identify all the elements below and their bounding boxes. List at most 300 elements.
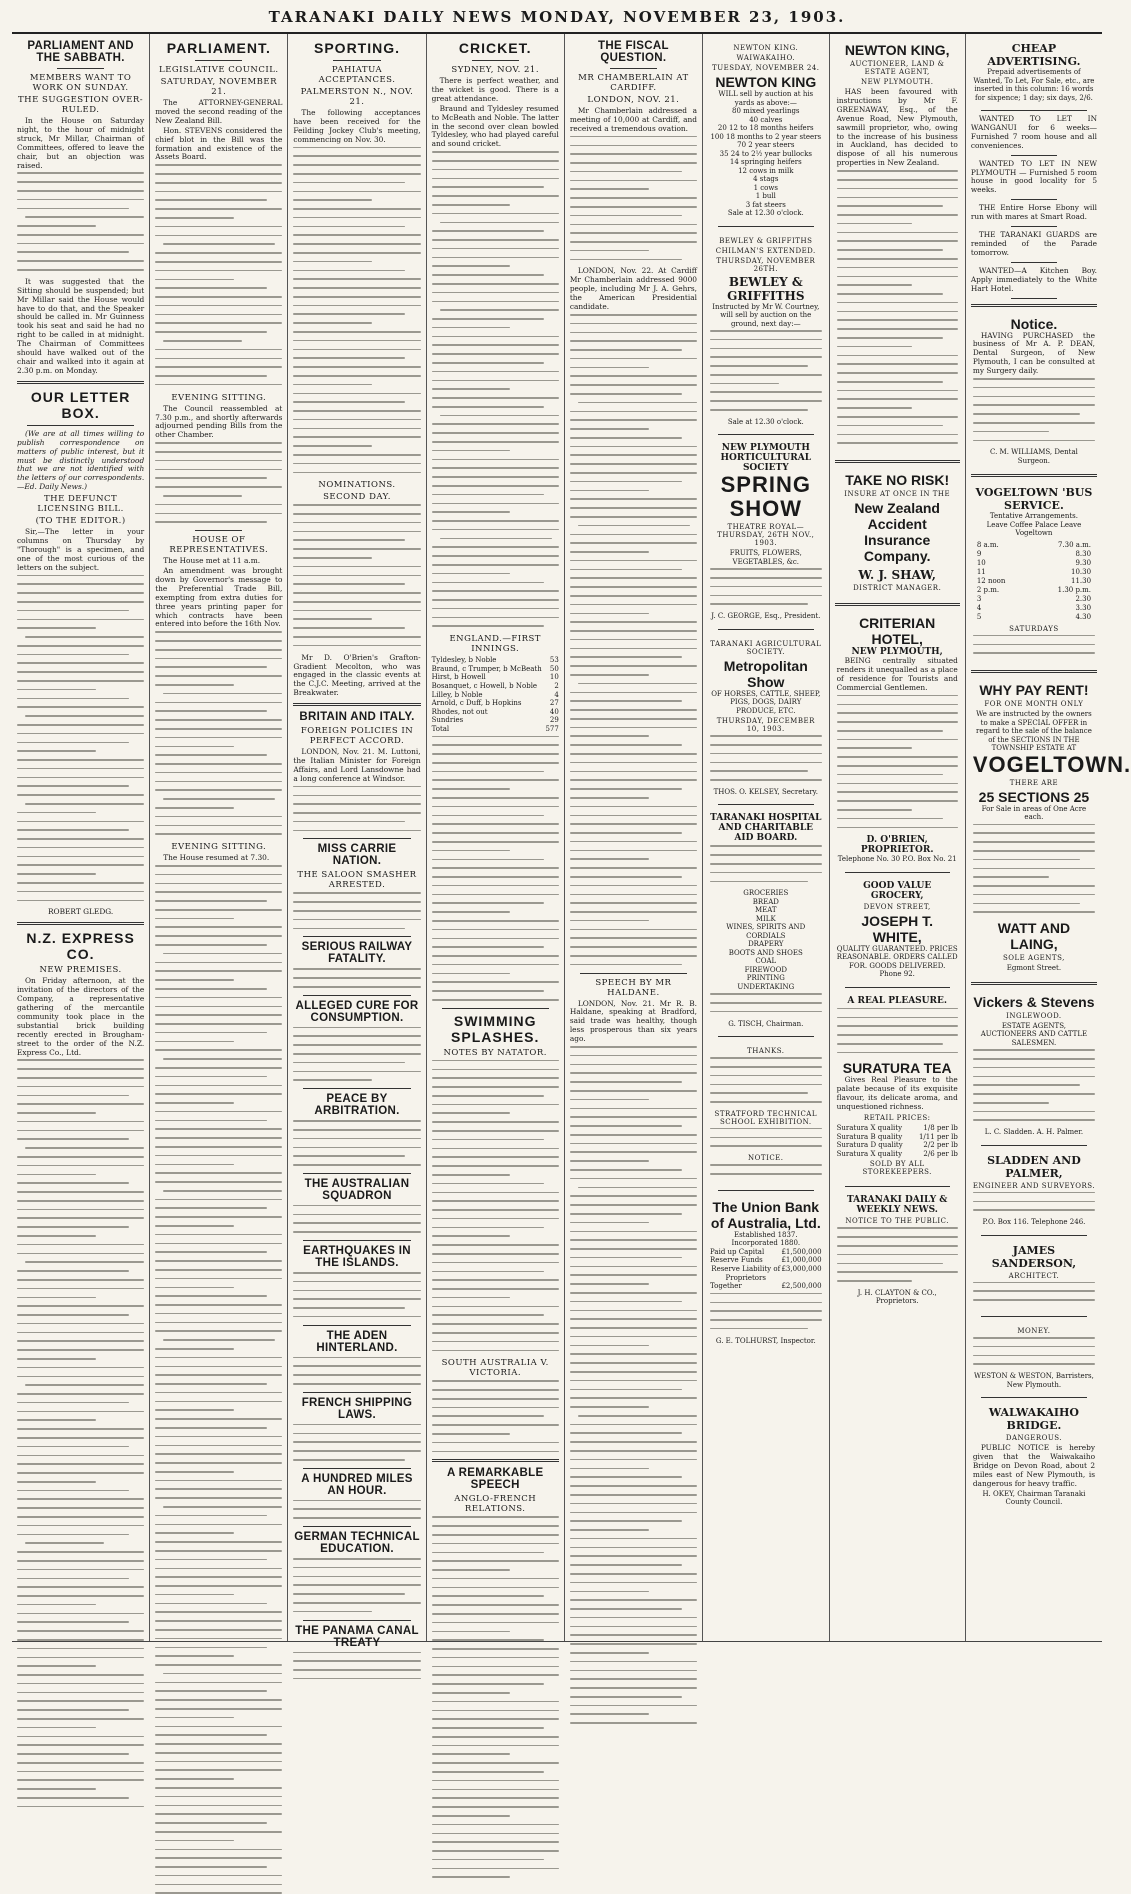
divider — [195, 530, 242, 531]
time-row — [977, 568, 1091, 577]
article-body — [293, 1027, 420, 1081]
article-body — [17, 575, 144, 902]
ad-body — [837, 1227, 958, 1281]
article-body — [293, 1120, 420, 1166]
subhead: MR CHAMBERLAIN AT CARDIFF. — [578, 73, 689, 93]
time-row — [977, 604, 1091, 613]
time-row-value: 1.30 p.m. — [1057, 585, 1092, 594]
article-body — [293, 892, 420, 929]
divider — [27, 425, 134, 426]
ad-criterian-hotel: CRITERIAN HOTEL, NEW PLYMOUTH, BEING centrally situated renders it unequalled as a place of residence for Tourists and Commercial Gentlemen. D. O'BRIEN, PROPRIETOR. Telephone No. 30 P.O. Box No. 21 — [836, 615, 958, 864]
ad-body — [973, 1049, 1095, 1121]
article-text: The House met at 11 a.m. — [163, 556, 261, 566]
tender-item: BREAD — [752, 897, 779, 906]
divider — [17, 381, 144, 384]
masthead-title: TARANAKI DAILY NEWS MONDAY, NOVEMBER 23, 1903. — [268, 8, 846, 26]
score-row — [432, 725, 559, 734]
bus-timetable — [977, 541, 1091, 622]
ad-hospital-board: TARANAKI HOSPITAL AND CHARITABLE AID BOARD. GROCERIES BREAD MEAT MILK WINES, SPIRITS AND CORDIALS DRAPERY BOOTS AND SHOES COAL FIREWOOD PRINTING UNDERTAKING G. TISCH, Chairman. — [710, 813, 822, 1028]
ad-body — [973, 635, 1095, 654]
ad-bus-service: VOGELTOWN 'BUS SERVICE. Tentative Arrangements. Leave Coffee Palace Leave Vogeltown 8 a.m. 7.30 a.m. 9 8.30 10 9.30 11 10.30 12 noon 11.30 2 p.m. 1.30 p.m. 3 2.30 4 3.30 5 4.30 SATURDAYS — [971, 482, 1097, 665]
article-text: LONDON, Nov. 22. At Cardiff Mr Chamberlain addressed 9000 people, including Mr J. A. Gehrs, the American Presidential candidate. — [569, 266, 698, 312]
stock-item: 1 bull — [755, 192, 776, 200]
score-row-value: 53 — [549, 656, 559, 665]
article-body — [293, 968, 420, 987]
column-3 — [288, 34, 426, 1649]
subhead: EVENING SITTING. — [171, 392, 267, 403]
divider — [845, 1186, 950, 1187]
score-row — [432, 665, 559, 674]
ad-body — [837, 1008, 958, 1054]
article-text: Braund and Tyldesley resumed to McBeath and Noble. The latter in the second over clean bowled Tyldesley, who had played careful and sound cricket. — [431, 103, 559, 149]
ad-body — [837, 695, 958, 828]
headline-parliament-sabbath: PARLIAMENT AND THE SABBATH. — [27, 40, 134, 64]
article-body — [155, 865, 282, 1894]
bank-row — [710, 1248, 822, 1257]
score-row-label: Tyldesley, b Noble — [431, 656, 497, 665]
divider — [303, 1526, 410, 1527]
tender-item: PRINTING — [746, 974, 785, 983]
score-row-label: Total — [431, 724, 450, 733]
subhead: ANGLO-FRENCH RELATIONS. — [454, 1494, 537, 1515]
score-row-label: Hirst, b Howell — [431, 673, 486, 682]
scorecard — [432, 656, 559, 733]
stock-item: 14 springing heifers — [729, 158, 802, 166]
divider — [718, 804, 814, 805]
column-4 — [427, 34, 565, 1641]
ad-body — [973, 1192, 1095, 1211]
time-row — [977, 586, 1091, 595]
divider — [442, 1008, 549, 1009]
article-text: There is perfect weather, and the wicket is good. There is a great attendance. — [431, 76, 559, 103]
score-row — [432, 708, 559, 717]
ad-body — [710, 845, 822, 882]
price-row-value: 2/2 per lb — [923, 1141, 958, 1150]
tender-item: MILK — [755, 914, 776, 923]
tender-list — [710, 889, 822, 991]
time-row-label: 11 — [976, 567, 986, 576]
divider — [303, 838, 410, 839]
column-8 — [966, 34, 1131, 1641]
time-row-label: 12 noon — [976, 576, 1006, 585]
ad-body — [710, 1057, 822, 1103]
score-row-value: 27 — [549, 699, 559, 708]
stock-item: 70 2 year steers — [737, 141, 795, 149]
classified-ad: WANTED TO LET IN WANGANUI for 6 weeks—Furnished 7 room house and all conveniences. — [970, 114, 1098, 150]
article-text: On Friday afternoon, at the invitation of the directors of the Company, a representative gathering of the mercantile community took place in the substantial brick building recently erected in Brougham-street to the order of the N.Z. Express Co., Ltd. — [17, 976, 145, 1057]
divider — [333, 60, 380, 61]
divider — [718, 1036, 814, 1037]
subhead: SATURDAY, NOVEMBER 21. — [160, 77, 278, 97]
tender-item: GROCERIES — [743, 889, 789, 898]
column-5 — [565, 34, 703, 1641]
divider — [981, 1145, 1087, 1146]
article-body — [293, 786, 420, 832]
subhead: SYDNEY, NOV. 21. — [451, 65, 540, 75]
headline-parliament: PARLIAMENT. — [166, 40, 271, 56]
article-body — [293, 1558, 420, 1612]
tender-item: BOOTS AND SHOES — [728, 948, 803, 957]
column-6 — [703, 34, 830, 1641]
article-text: Mr Chamberlain addressed a meeting of 10,000 at Cardiff, and received a tremendous ovation. — [569, 106, 698, 133]
ad-body — [710, 1128, 822, 1147]
ad-daily-weekly-news: TARANAKI DAILY & WEEKLY NEWS. NOTICE TO THE PUBLIC. J. H. CLAYTON & CO., Proprietors. — [835, 1191, 960, 1309]
tender-item: DRAPERY — [748, 940, 784, 949]
headline-cricket: CRICKET. — [458, 40, 532, 56]
subhead: HOUSE OF REPRESENTATIVES. — [169, 535, 269, 556]
divider — [718, 1190, 814, 1191]
time-row-value: 2.30 — [1075, 594, 1092, 603]
divider — [718, 629, 814, 630]
article-text: Mr D. O'Brien's Grafton-Gradient Mecolton, who was engaged in the classic events at the C.J.C. Meeting, arrived at the Breakwater. — [293, 652, 421, 698]
masthead — [12, 8, 1102, 34]
time-row — [977, 613, 1091, 622]
subhead: THE SALOON SMASHER ARRESTED. — [297, 870, 417, 891]
ad-body — [710, 330, 822, 411]
score-row — [432, 673, 559, 682]
article-body — [432, 1060, 559, 1351]
ad-cheap-advertising: CHEAP ADVERTISING. Prepaid advertisements of Wanted, To Let, For Sale, etc., are inserted in this column: 16 words for sixpence; 1 day; six days, 2/6. — [973, 42, 1095, 102]
subhead: THE DEFUNCT LICENSING BILL. — [37, 494, 124, 515]
subhead: THE SUGGESTION OVER-RULED. — [18, 95, 144, 115]
headline-britain-italy: BRITAIN AND ITALY. — [299, 711, 415, 724]
score-row — [432, 716, 559, 725]
divider — [610, 68, 657, 69]
article-body — [293, 1205, 420, 1233]
tea-price-list — [837, 1124, 958, 1158]
bank-row-value: £1,000,000 — [781, 1256, 822, 1265]
divider — [1011, 155, 1057, 156]
tender-item: WINES, SPIRITS AND CORDIALS — [726, 923, 806, 940]
signature: ROBERT GLEDG. — [47, 907, 114, 917]
tender-item: FIREWOOD — [744, 965, 787, 974]
ad-suratura-tea: A REAL PLEASURE. SURATURA TEA Gives Real Pleasure to the palate because of its exquisite flavour, its delicate aroma, and unquestioned richness. RETAIL PRICES: Suratura X quality 1/8 per lb Suratura B quality 1/11 per lb Suratura D quality 2/2 per lb Suratura X quality 2/6 per lb SOLD BY ALL STOREKEEPERS. — [836, 995, 958, 1177]
divider — [845, 987, 950, 988]
bank-row-label: Paid up Capital — [710, 1247, 765, 1256]
stock-item: 4 stags — [753, 175, 779, 183]
stock-list — [710, 107, 822, 209]
article-text: It was suggested that the Sitting should be suspended; but Mr Millar said the House would have to do that, and the Speaker should be called in. Mr Guinness took his seat and said he had no right to be called in at midnight. The Chairman of Committees should have walked out of the chair and walked into it again at 2.30 p.m. on Monday. — [17, 276, 145, 375]
article-body — [293, 1357, 420, 1385]
subhead: FOREIGN POLICIES IN PERFECT ACCORD. — [300, 726, 414, 747]
time-row-label: 5 — [976, 612, 982, 621]
article-body — [17, 1059, 144, 1807]
time-row-value: 11.30 — [1070, 576, 1092, 585]
score-row — [432, 691, 559, 700]
column-2 — [150, 34, 288, 1641]
divider — [971, 982, 1097, 985]
price-row-label: Suratura D quality — [836, 1141, 903, 1150]
divider — [303, 1392, 410, 1393]
ad-bewley-griffiths: BEWLEY & GRIFFITHS CHILMAN'S EXTENDED. THURSDAY, NOVEMBER 26TH. BEWLEY & GRIFFITHS Instructed by Mr W. Courtney, will sell by auction on the ground, next day:— Sale at 12.30 o'clock. — [708, 231, 824, 431]
time-row-label: 9 — [976, 549, 982, 558]
headline-sporting: SPORTING. — [314, 40, 401, 56]
headline-fiscal-question: THE FISCAL QUESTION. — [598, 40, 669, 64]
ad-body — [973, 1337, 1095, 1365]
time-row — [977, 541, 1091, 550]
headline-french-shipping: FRENCH SHIPPING LAWS. — [301, 1396, 413, 1421]
score-row-label: Arnold, c Duff, b Hopkins — [431, 699, 522, 708]
ad-body — [973, 378, 1095, 441]
article-body — [293, 504, 420, 646]
bank-row-label: Reserve Funds — [710, 1256, 763, 1265]
headline-panama: THE PANAMA CANAL TREATY — [295, 1624, 419, 1649]
headline-german-education: GERMAN TECHNICAL EDUCATION. — [294, 1531, 420, 1556]
score-row-label: Braund, c Trumper, b McBeath — [431, 664, 542, 673]
headline-swimming: SWIMMING SPLASHES. — [451, 1012, 540, 1045]
ad-accident-insurance: TAKE NO RISK! INSURE AT ONCE IN THE New Zealand Accident Insurance Company. W. J. SHAW, DISTRICT MANAGER. — [844, 472, 951, 593]
ad-newton-king-sale: NEWTON KING. WAIWAKAIHO. TUESDAY, NOVEMBER 24. NEWTON KING WILL sell by auction at his yards as above:— 80 mixed yearlings 40 calves 20 12 to 18 months heifers 100 18 months to 2 year steers 70 2 year steers 35 24 to 2½ year bullocks 14 springing heifers 12 cows in milk 4 stags 1 cows 1 bull 3 fat steers Sale at 12.30 o'clock. — [710, 44, 822, 217]
headline-letter-box: OUR LETTER BOX. — [30, 388, 131, 421]
subhead: PAHIATUA ACCEPTANCES. — [318, 65, 396, 85]
divider — [293, 703, 420, 706]
time-row-label: 2 p.m. — [976, 585, 1000, 594]
article-body — [293, 1424, 420, 1461]
headline-earthquakes: EARTHQUAKES IN THE ISLANDS. — [303, 1244, 411, 1269]
divider — [835, 603, 960, 606]
time-row-label: 4 — [976, 603, 982, 612]
classified-ad: WANTED TO LET IN NEW PLYMOUTH — Furnished 5 room house in good locality for 5 weeks. — [970, 158, 1098, 195]
classified-ad: THE TARANAKI GUARDS are reminded of the Parade tomorrow. — [970, 230, 1098, 257]
divider — [845, 872, 950, 873]
bank-row-label: Together — [710, 1282, 742, 1291]
ad-body — [710, 1293, 822, 1330]
ad-union-bank: The Union Bank of Australia, Ltd. Established 1837. Incorporated 1880. Paid up Capital £1,500,000 Reserve Funds £1,000,000 Reserve Liability of Proprietors £3,000,000 Together £2,500,000 G. E. TOLHURST, Inspector. — [710, 1198, 822, 1345]
time-row — [977, 559, 1091, 568]
bank-row-label: Reserve Liability of Proprietors — [711, 1264, 781, 1282]
ad-thanks: THANKS. STRATFORD TECHNICAL SCHOOL EXHIBITION. NOTICE. — [708, 1041, 824, 1186]
score-row-value: 2 — [554, 682, 559, 690]
divider — [1011, 298, 1057, 299]
stock-item: 80 mixed yearlings — [732, 107, 800, 115]
headline-consumption: ALLEGED CURE FOR CONSUMPTION. — [295, 999, 419, 1024]
time-row-value: 8.30 — [1075, 549, 1092, 558]
classified-ad: WANTED—A Kitchen Boy. Apply immediately to the White Hart Hotel. — [970, 265, 1098, 293]
article-body — [432, 1516, 559, 1878]
article-text: The House resumed at 7.30. — [163, 853, 270, 863]
subhead: LONDON, NOV. 21. — [587, 95, 680, 105]
article-body — [570, 1046, 697, 1724]
ad-body — [837, 170, 958, 444]
article-body — [570, 314, 697, 965]
divider — [1011, 199, 1057, 200]
ad-spring-show: NEW PLYMOUTH HORTICULTURAL SOCIETY SPRING SHOW THEATRE ROYAL—THURSDAY, 26TH NOV., 1903. FRUITS, FLOWERS, VEGETABLES, &c. J. C. GEORGE, Esq., President. — [711, 443, 821, 621]
divider — [57, 68, 104, 69]
headline-squadron: THE AUSTRALIAN SQUADRON — [304, 1177, 410, 1202]
divider — [971, 474, 1097, 477]
ad-body — [973, 824, 1095, 913]
divider — [580, 973, 687, 974]
subhead: NEW PREMISES. — [39, 965, 122, 976]
headline-hundred-miles: A HUNDRED MILES AN HOUR. — [301, 1472, 413, 1497]
article-text: The following acceptances have been received for the Feilding Jockey Club's meeting, commencing on Nov. 30. — [293, 108, 421, 144]
subhead: MEMBERS WANT TO WORK ON SUNDAY. — [29, 73, 132, 93]
divider — [981, 1235, 1087, 1236]
subhead: ENGLAND.—FIRST INNINGS. — [449, 634, 541, 655]
subhead: (TO THE EDITOR.) — [35, 516, 126, 527]
divider — [1011, 262, 1057, 263]
ad-newton-king-agent: NEWTON KING, AUCTIONEER, LAND & ESTATE AGENT, NEW PLYMOUTH. HAS been favoured with instructions by Mr F. GREENAWAY, Esq., of the Avenue Road, New Plymouth, sawmill proprietor, who, owing to the increase of his business in Auckland, has decided to dispose of all his numerous properties in New Zealand. — [835, 38, 960, 455]
price-row — [837, 1133, 958, 1142]
subhead: NOMINATIONS. — [318, 480, 396, 491]
classified-ad: THE Entire Horse Ebony will run with mares at Smart Road. — [970, 203, 1098, 222]
divider — [981, 1397, 1087, 1398]
score-row-value: 40 — [549, 707, 559, 716]
price-row — [837, 1124, 958, 1133]
ad-dental-notice: Notice. HAVING PURCHASED the business of Mr A. P. DEAN, Dental Surgeon, of New Plymouth, I can be consulted at my Surgery daily. C. M. WILLIAMS, Dental Surgeon. — [972, 315, 1096, 465]
price-row-label: Suratura X quality — [836, 1124, 903, 1133]
divider — [303, 936, 410, 937]
article-body — [432, 736, 559, 1001]
headline-aden: THE ADEN HINTERLAND. — [316, 1329, 398, 1354]
divider — [17, 922, 144, 925]
divider — [981, 110, 1087, 111]
subhead: LEGISLATIVE COUNCIL. — [159, 65, 279, 75]
score-row-value: 50 — [549, 664, 559, 673]
article-body — [155, 164, 282, 385]
ad-sladden-palmer: SLADDEN AND PALMER, ENGINEER AND SURVEYORS. P.O. Box 116. Telephone 246. — [972, 1153, 1096, 1227]
divider — [303, 1468, 410, 1469]
article-text: The Council reassembled at 7.30 p.m., and shortly afterwards adjourned pending Bills from the other Chamber. — [155, 403, 283, 440]
headline-express: N.Z. EXPRESS CO. — [26, 930, 135, 963]
article-text: Hon. STEVENS considered the chief blot in the Bill was the formation and existence of the Assets Board. — [155, 125, 283, 162]
tender-item: MEAT — [754, 906, 777, 915]
bank-capital-table — [710, 1248, 822, 1291]
editor-note: (We are at all times willing to publish correspondence on matters of public interest, but it must be distinctly understood that we are not identified with the letters of our correspondents.—Ed. Daily News.) — [17, 428, 145, 492]
ad-james-sanderson: JAMES SANDERSON, ARCHITECT. — [971, 1240, 1097, 1312]
article-text: LONDON, Nov. 21. M. Luttoni, the Italian Minister for Foreign Affairs, and Lord Lansdowne had a long conference at Windsor. — [293, 747, 421, 783]
column-1 — [12, 34, 150, 1641]
time-row-value: 7.30 a.m. — [1057, 540, 1092, 549]
article-text: The ATTORNEY-GENERAL moved the second reading of the New Zealand Bill. — [155, 98, 283, 125]
ad-body — [710, 993, 822, 1012]
divider — [303, 1088, 410, 1089]
tender-item: UNDERTAKING — [737, 982, 795, 991]
divider — [303, 1240, 410, 1241]
bank-row — [710, 1265, 822, 1282]
ad-vickers-stevens: Vickers & Stevens INGLEWOOD. ESTATE AGENTS, AUCTIONEERS AND CATTLE SALESMEN. L. C. Sladden. A. H. Palmer. — [973, 993, 1095, 1137]
headline-remarkable-speech: A REMARKABLE SPEECH — [446, 1467, 544, 1492]
divider — [835, 460, 960, 463]
subhead: SPEECH BY MR HALDANE. — [595, 977, 672, 998]
headline-nation: MISS CARRIE NATION. — [317, 843, 397, 868]
classified-list — [971, 115, 1097, 299]
stock-item: 100 18 months to 2 year steers — [710, 132, 822, 141]
subhead: SECOND DAY. — [323, 492, 391, 503]
headline-arbitration: PEACE BY ARBITRATION. — [314, 1093, 400, 1118]
ad-metropolitan-show: TARANAKI AGRICULTURAL SOCIETY. Metropolitan Show OF HORSES, CATTLE, SHEEP, PIGS, DOGS, DAIRY PRODUCE, ETC. THURSDAY, DECEMBER 10, 1903. THOS. O. KELSEY, Secretary. — [710, 639, 822, 796]
article-body — [432, 151, 559, 627]
time-row-label: 10 — [976, 558, 986, 567]
tender-item: COAL — [755, 957, 777, 966]
ad-money: MONEY. WESTON & WESTON, Barristers, New Plymouth. — [973, 1326, 1094, 1389]
article-body — [155, 442, 282, 523]
divider — [718, 434, 814, 435]
bank-row-value: £1,500,000 — [781, 1247, 822, 1256]
score-row — [432, 699, 559, 708]
article-text: In the House on Saturday night, to the hour of midnight struck, Mr Millar, Chairman of Committees, offered to leave the chair, but an objection was raised. — [17, 116, 145, 170]
stock-item: 40 calves — [749, 115, 783, 124]
price-row-label: Suratura B quality — [836, 1132, 903, 1141]
divider — [195, 60, 242, 61]
column-7 — [830, 34, 966, 1641]
article-text: Sir,—The letter in your columns on Thursday by "Thorough" is a specimen, and one of the most curious of the letters on the subject. — [17, 527, 145, 572]
time-row — [977, 550, 1091, 559]
price-row-value: 1/11 per lb — [918, 1132, 958, 1141]
time-row-value: 10.30 — [1070, 567, 1092, 576]
stock-item: 1 cows — [753, 183, 778, 192]
score-row-label: Lilley, b Noble — [431, 690, 483, 699]
score-row-value: 577 — [545, 724, 559, 733]
subhead: PALMERSTON N., NOV. 21. — [300, 87, 414, 107]
score-row-label: Rhodes, not out — [431, 707, 488, 716]
ad-bridge-notice: WALWAKAIHO BRIDGE. DANGEROUS. PUBLIC NOTICE is hereby given that the Waiwakaiho Bridge on Devon Road, about 2 miles east of New Plymouth, is dangerous for heavy traffic. H. OKEY, Chairman Taranaki County Council. — [972, 1406, 1096, 1507]
stock-item: 20 12 to 18 months heifers — [717, 124, 814, 132]
columns — [12, 34, 1131, 1649]
divider — [472, 60, 519, 61]
price-row — [837, 1141, 958, 1150]
divider — [303, 1173, 410, 1174]
bank-row-value: £2,500,000 — [781, 1282, 822, 1291]
time-row — [977, 595, 1091, 604]
time-row-label: 8 a.m. — [976, 540, 999, 549]
stock-item: 35 24 to 2½ year bullocks — [719, 149, 812, 158]
divider — [303, 1325, 410, 1326]
time-row-value: 4.30 — [1075, 612, 1092, 621]
score-row — [432, 656, 559, 665]
ad-body — [973, 1282, 1095, 1301]
score-row — [432, 682, 559, 691]
divider — [1011, 226, 1057, 227]
article-body — [293, 1500, 420, 1519]
article-text: LONDON, Nov. 21. Mr R. B. Haldane, speaking at Bradford, said trade was healthy, though less prosperous than six years ago. — [569, 998, 698, 1044]
divider — [303, 995, 410, 996]
subhead: NOTES BY NATATOR. — [443, 1047, 547, 1058]
article-body — [293, 1652, 420, 1680]
time-row-value: 9.30 — [1075, 558, 1092, 567]
ad-body — [710, 735, 822, 781]
price-row-value: 1/8 per lb — [923, 1124, 958, 1133]
ad-body — [710, 568, 822, 605]
price-row — [837, 1150, 958, 1159]
score-row-value: 10 — [549, 673, 559, 682]
article-body — [293, 147, 420, 474]
divider — [971, 670, 1097, 673]
article-body — [293, 1272, 420, 1318]
ad-grocery: GOOD VALUE GROCERY, DEVON STREET, JOSEPH T. WHITE, QUALITY GUARANTEED. PRICES REASONABLE. ORDERS CALLED FOR. GOODS DELIVERED. Phone 92. — [836, 880, 958, 979]
score-row-value: 29 — [549, 716, 559, 725]
price-row-label: Suratura X quality — [836, 1149, 903, 1158]
subhead: EVENING SITTING. — [171, 842, 267, 853]
bank-row — [710, 1282, 822, 1291]
time-row-label: 3 — [976, 594, 982, 603]
article-body — [570, 136, 697, 261]
time-row-value: 3.30 — [1075, 603, 1092, 612]
ad-body — [710, 1164, 822, 1174]
article-body — [17, 172, 144, 270]
divider — [981, 1316, 1087, 1317]
time-row — [977, 577, 1091, 586]
article-body — [432, 1380, 559, 1452]
score-row-label: Bosanquet, c Howell, b Noble — [431, 682, 538, 690]
divider — [303, 1620, 410, 1621]
score-row-value: 4 — [554, 690, 559, 699]
score-row-label: Sundries — [431, 716, 464, 725]
headline-railway: SERIOUS RAILWAY FATALITY. — [301, 941, 413, 966]
article-text: An amendment was brought down by Governor's message to the Preferential Trade Bill, exempting from extra duties for three years printing paper for which contracts have been entered into before the 16th Nov. — [155, 566, 283, 629]
bank-row — [710, 1256, 822, 1265]
bank-row-value: £3,000,000 — [781, 1264, 822, 1273]
